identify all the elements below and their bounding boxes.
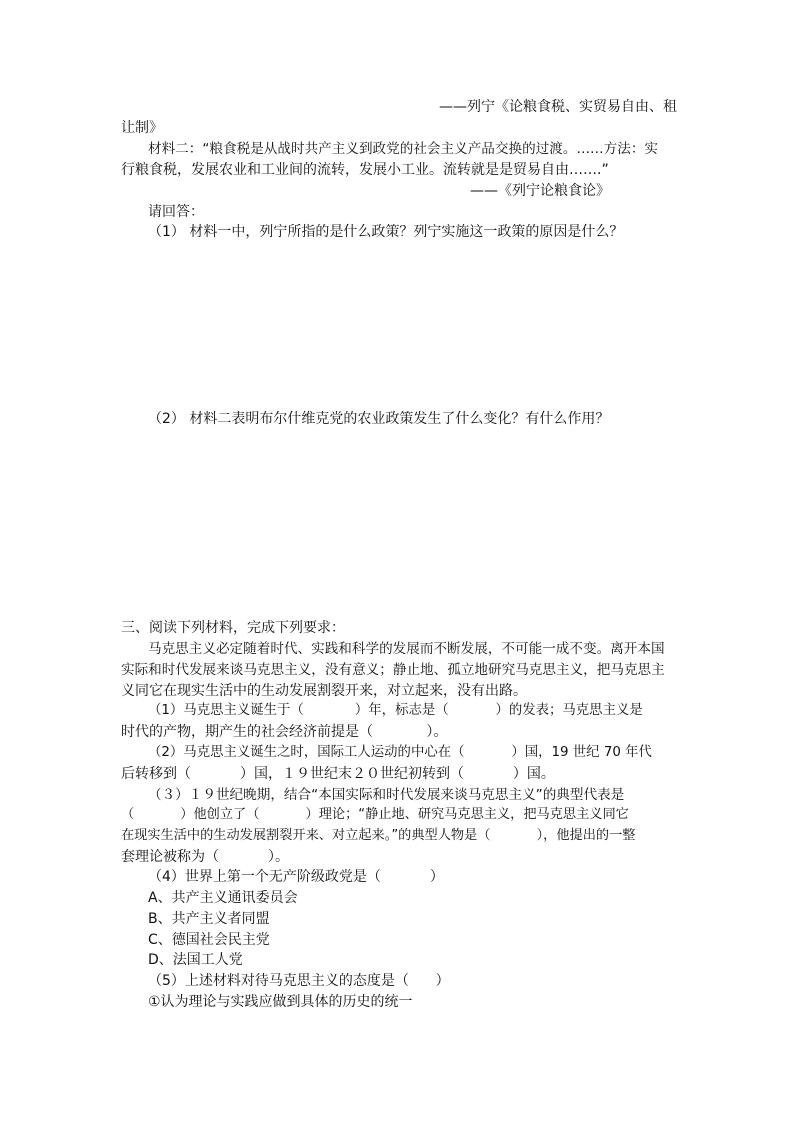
section-3-q4-option-d: D、法国工人党 [148, 952, 243, 968]
question-2: （2） 材料二表明布尔什维克党的农业政策发生了什么变化？有什么作用？ [148, 411, 610, 427]
material1-citation-line2: 让制》 [121, 120, 163, 136]
question-1: （1） 材料一中，列宁所指的是什么政策？列宁实施这一政策的原因是什么？ [148, 224, 624, 240]
section-3-para-line1: 马克思主义必定随着时代、实践和科学的发展而不断发展，不可能一成不变。离开本国 [148, 641, 665, 657]
section-3-para-line2: 实际和时代发展来谈马克思主义，没有意义；静止地、孤立地研究马克思主义，把马克思主 [121, 662, 665, 678]
section-3-q5-stem: （5）上述材料对待马克思主义的态度是（ ） [148, 973, 450, 989]
material2-line1: 材料二：“粮食税是从战时共产主义到政党的社会主义产品交换的过渡。……方法：实 [148, 141, 659, 157]
section-3-q4-option-a: A、共产主义通讯委员会 [148, 890, 298, 906]
section-3-q4-option-b: B、共产主义者同盟 [148, 911, 270, 927]
material1-citation-line1: ——列宁《论粮食税、实贸易自由、租 [439, 99, 677, 115]
section-3-q2-line1: （2）马克思主义诞生之时，国际工人运动的中心在（ ）国，19 世纪 70 年代 [148, 745, 652, 760]
section-3-q3-line3: 在现实生活中的生动发展割裂开来、对立起来。”的典型人物是（ ），他提出的一整 [121, 828, 636, 843]
answer-prompt: 请回答： [148, 204, 204, 220]
section-3-q2-line2: 后转移到（ ）国，１９世纪末２０世纪初转到（ ）国。 [121, 766, 555, 782]
section-3-q5-item1: ①认为理论与实践应做到具体的历史的统一 [148, 994, 413, 1010]
section-3-heading: 三、阅读下列材料，完成下列要求： [121, 620, 345, 636]
section-3-q3-line4: 套理论被称为（ ）。 [121, 849, 289, 865]
section-3-q3-line1: （３）１９世纪晚期，结合“本国实际和时代发展来谈马克思主义”的典型代表是 [148, 787, 625, 803]
section-3-q4-option-c: C、德国社会民主党 [148, 932, 270, 948]
section-3-q1-line1: （1）马克思主义诞生于（ ）年，标志是（ ）的发表；马克思主义是 [148, 703, 643, 718]
section-3-q3-line2: （ ）他创立了（ ）理论；“静止地、研究马克思主义，把马克思主义同它 [121, 807, 629, 822]
section-3-q4-stem: （4）世界上第一个无产阶级政党是（ ） [148, 869, 444, 885]
section-3-q1-line2: 时代的产物，期产生的社会经济前提是（ ）。 [121, 724, 448, 740]
section-3-para-line3: 义同它在现实生活中的生动发展割裂开来，对立起来，没有出路。 [121, 683, 527, 699]
material2-citation: ——《列宁论粮食论》 [470, 183, 610, 199]
material2-line2: 行粮食税，发展农业和工业间的流转，发展小工业。流转就是是贸易自由…….” [121, 162, 609, 178]
